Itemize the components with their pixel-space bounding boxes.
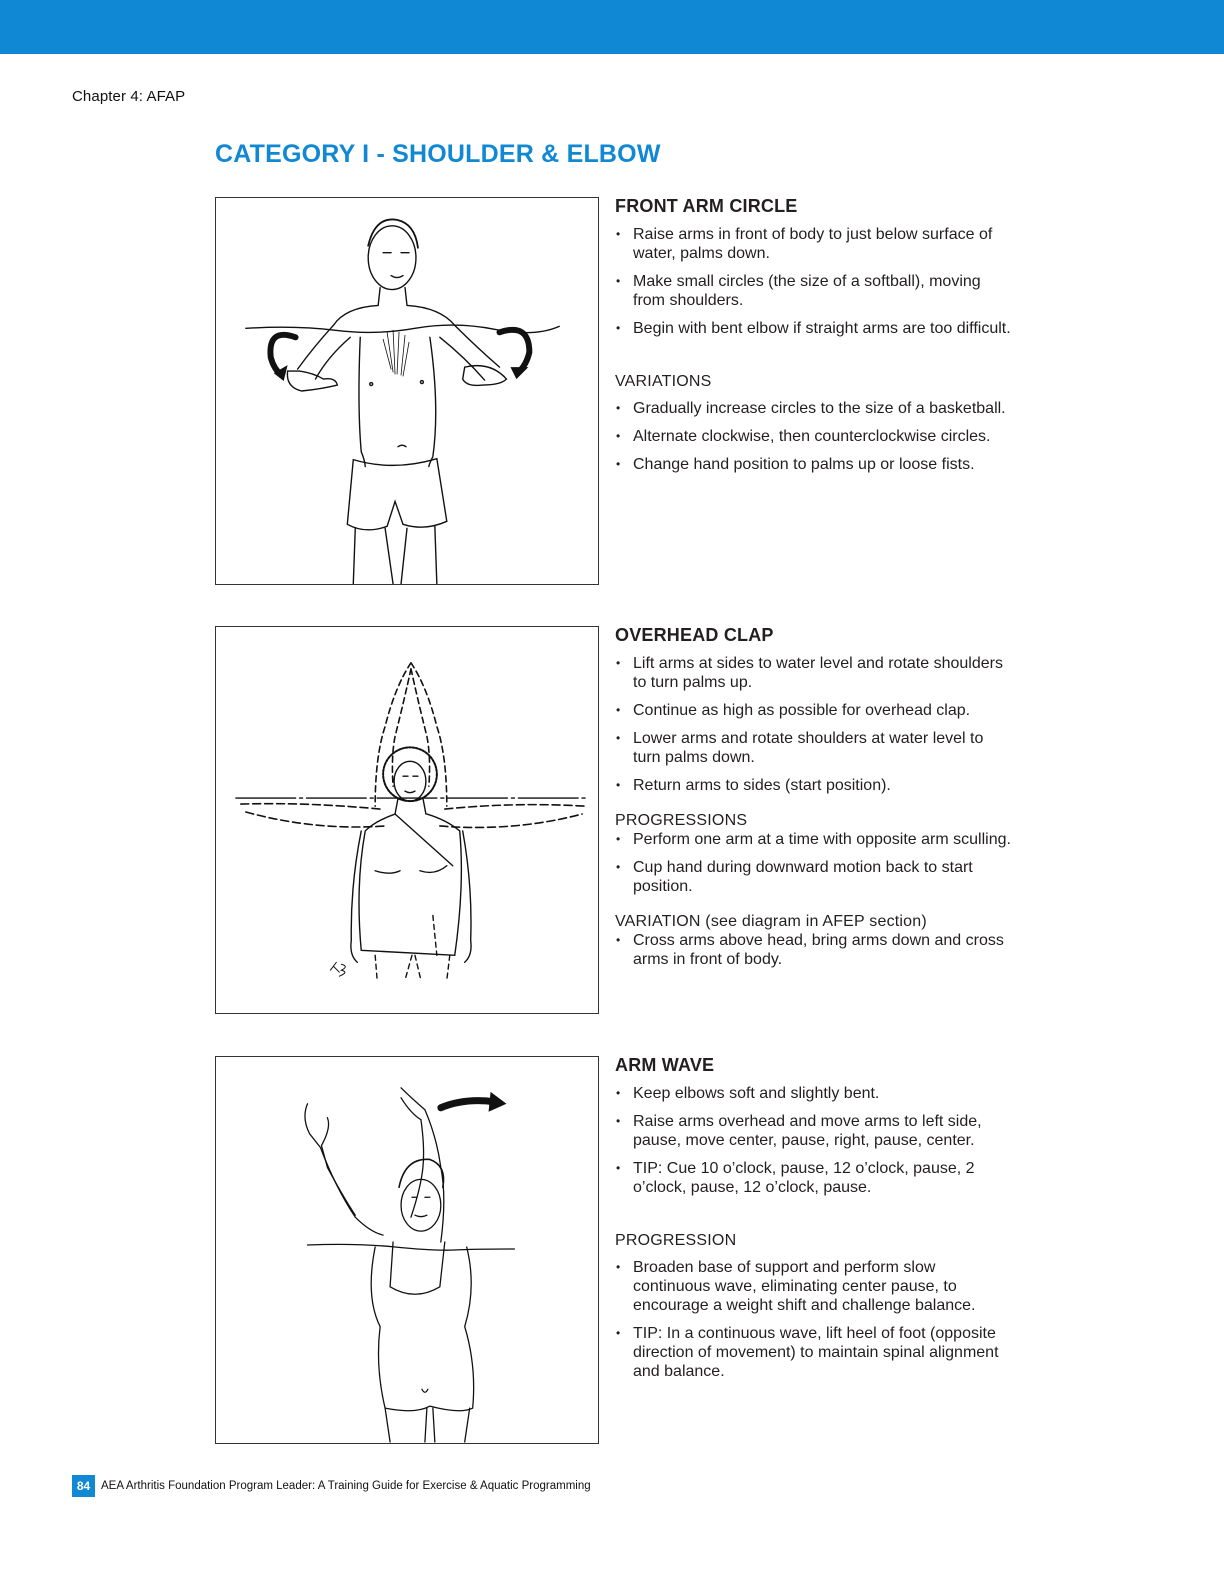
progressions-list xyxy=(615,830,1015,896)
progressions-heading: PROGRESSIONS xyxy=(615,812,748,829)
step-item: • Return arms to sides (start position). xyxy=(615,776,1015,795)
variation-item: • Alternate clockwise, then counterclockwise circles. xyxy=(615,427,1015,446)
variations-heading: VARIATIONS xyxy=(615,373,712,390)
step-item: • Begin with bent elbow if straight arms are too difficult. xyxy=(615,319,1015,338)
progression-item: • TIP: In a continuous wave, lift heel of foot (opposite direction of movement) to maintain spinal alignment and balance. xyxy=(615,1324,1015,1381)
progression-item: • Cup hand during downward motion back to start position. xyxy=(615,858,1015,896)
header-band xyxy=(0,0,1224,54)
steps-list xyxy=(615,654,1015,795)
step-item: • Raise arms in front of body to just below surface of water, palms down. xyxy=(615,225,1015,263)
footer-title: AEA Arthritis Foundation Program Leader: A Training Guide for Exercise & Aquatic Programming xyxy=(101,1480,591,1492)
variations-list xyxy=(615,399,1015,474)
page-number: 84 xyxy=(72,1475,95,1497)
step-item: • Keep elbows soft and slightly bent. xyxy=(615,1084,1015,1103)
variation-item: • Cross arms above head, bring arms down and cross arms in front of body. xyxy=(615,931,1015,969)
progression-item: • Broaden base of support and perform slow continuous wave, eliminating center pause, to encourage a weight shift and challenge balance. xyxy=(615,1258,1015,1315)
step-item: • Lower arms and rotate shoulders at water level to turn palms down. xyxy=(615,729,1015,767)
variation-list xyxy=(615,931,1015,969)
woman-overhead-clap-illustration xyxy=(215,626,599,1014)
woman-arm-wave-illustration xyxy=(215,1056,599,1444)
exercise-title: OVERHEAD CLAP xyxy=(615,625,774,645)
progression-heading: PROGRESSION xyxy=(615,1232,737,1249)
category-title: CATEGORY I - SHOULDER & ELBOW xyxy=(215,140,661,168)
exercise-text xyxy=(615,1056,1015,1381)
steps-list xyxy=(615,1084,1015,1197)
steps-list xyxy=(615,225,1015,338)
exercise-text xyxy=(615,197,1015,474)
exercise-title: ARM WAVE xyxy=(615,1055,715,1075)
step-item: • Continue as high as possible for overhead clap. xyxy=(615,701,1015,720)
variation-item: • Gradually increase circles to the size of a basketball. xyxy=(615,399,1015,418)
exercise-title: FRONT ARM CIRCLE xyxy=(615,196,798,216)
variation-heading: VARIATION (see diagram in AFEP section) xyxy=(615,913,927,930)
exercise-text xyxy=(615,626,1015,969)
chapter-label: Chapter 4: AFAP xyxy=(72,88,186,105)
variation-item: • Change hand position to palms up or loose fists. xyxy=(615,455,1015,474)
step-item: • Lift arms at sides to water level and rotate shoulders to turn palms up. xyxy=(615,654,1015,692)
step-item: • TIP: Cue 10 o’clock, pause, 12 o’clock, pause, 2 o’clock, pause, 12 o’clock, pause. xyxy=(615,1159,1015,1197)
step-item: • Raise arms overhead and move arms to left side, pause, move center, pause, right, pause, center. xyxy=(615,1112,1015,1150)
progression-list xyxy=(615,1258,1015,1381)
page-footer xyxy=(72,1475,591,1497)
step-item: • Make small circles (the size of a softball), moving from shoulders. xyxy=(615,272,1015,310)
man-front-arm-circle-illustration xyxy=(215,197,599,585)
progression-item: • Perform one arm at a time with opposite arm sculling. xyxy=(615,830,1015,849)
